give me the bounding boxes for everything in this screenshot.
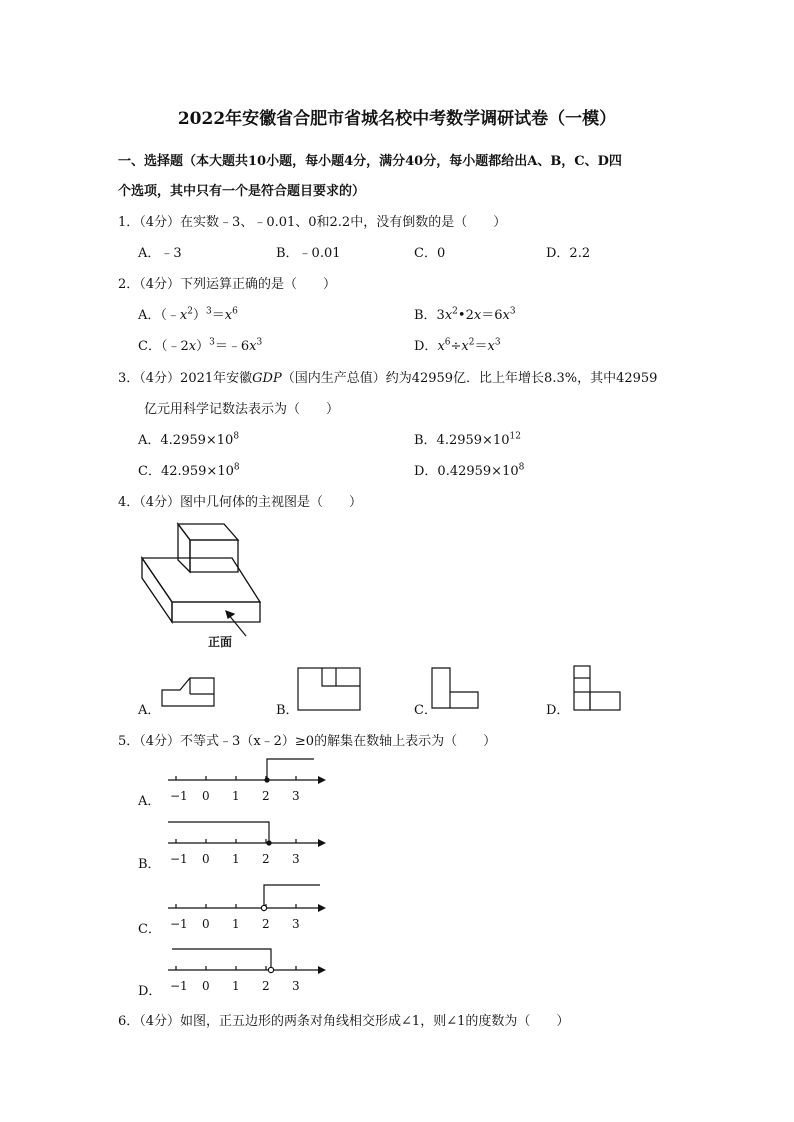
tick-label: 2 bbox=[262, 789, 270, 803]
tick-label: 0 bbox=[202, 979, 210, 993]
question-2-option-b: B．$3x^2•2x=6x^3$ bbox=[414, 306, 516, 323]
page-title: 2022年安徽省合肥市省城名校中考数学调研试卷（一模） bbox=[177, 109, 617, 129]
option-c-view-icon bbox=[430, 666, 486, 714]
question-3-stem-line2: 亿元用科学记数法表示为（ ） bbox=[144, 402, 340, 417]
number-line-a bbox=[166, 756, 326, 808]
question-1-option-b: B．﹣0.01 bbox=[276, 246, 341, 261]
front-label: 正面 bbox=[208, 635, 233, 649]
tick-label: 3 bbox=[292, 979, 300, 993]
section-heading-line1: 一、选择题（本大题共10小题，每小题4分，满分40分，每小题都给出A、B，C、D四 bbox=[118, 154, 622, 169]
question-5-option-d: D． bbox=[138, 984, 162, 999]
tick-label: 3 bbox=[292, 852, 300, 866]
solid-3d-figure bbox=[130, 518, 270, 653]
question-1-option-a: A．﹣3 bbox=[138, 246, 182, 261]
option-d-view-icon bbox=[572, 664, 626, 714]
question-2-option-c: C．$(﹣2x)^3=﹣6x^3$ bbox=[138, 337, 263, 354]
question-1-stem: 1．（4分）在实数﹣3、﹣0.01、0和2.2中，没有倒数的是（ ） bbox=[118, 215, 507, 230]
tick-label: 0 bbox=[202, 852, 210, 866]
tick-label: 1 bbox=[232, 852, 240, 866]
option-b-view-icon bbox=[296, 666, 364, 714]
question-5-option-a: A． bbox=[138, 794, 161, 809]
tick-label: 1 bbox=[232, 917, 240, 931]
tick-label: 0 bbox=[202, 789, 210, 803]
question-6-stem: 6．（4分）如图，正五边形的两条对角线相交形成∠1，则∠1的度数为（ ） bbox=[118, 1014, 570, 1029]
tick-label: −1 bbox=[170, 852, 188, 866]
question-3-option-b: B．$4.2959\times 10^{12}$ bbox=[414, 431, 521, 448]
tick-label: 2 bbox=[262, 917, 270, 931]
question-5-stem: 5．（4分）不等式﹣3（x﹣2）≥0的解集在数轴上表示为（ ） bbox=[118, 734, 497, 749]
question-5-option-b: B． bbox=[138, 857, 161, 872]
tick-label: 3 bbox=[292, 789, 300, 803]
number-line-b bbox=[166, 819, 326, 871]
question-4-option-a: A． bbox=[138, 703, 161, 718]
question-1-option-d: D．2.2 bbox=[546, 246, 591, 261]
question-5-option-c: C． bbox=[138, 922, 161, 937]
option-a-view-icon bbox=[160, 668, 220, 713]
question-3-option-a: A．$4.2959\times 10^8$ bbox=[138, 431, 240, 448]
question-4-option-c: C． bbox=[414, 703, 437, 718]
question-2-option-d: D．$x^6\div x^2=x^3$ bbox=[414, 337, 501, 354]
question-2-stem: 2．（4分）下列运算正确的是（ ） bbox=[118, 277, 337, 292]
tick-label: 2 bbox=[262, 852, 270, 866]
question-3-option-c: C．$42.959\times 10^8$ bbox=[138, 462, 240, 479]
tick-label: 1 bbox=[232, 789, 240, 803]
tick-label: 0 bbox=[202, 917, 210, 931]
tick-label: 1 bbox=[232, 979, 240, 993]
tick-label: −1 bbox=[170, 789, 188, 803]
question-4-stem: 4．（4分）图中几何体的主视图是（ ） bbox=[118, 495, 363, 510]
question-2-option-a: A．$(﹣x^2)^3=x^6$ bbox=[138, 306, 238, 323]
section-heading-line2: 个选项，其中只有一个是符合题目要求的） bbox=[118, 184, 366, 199]
question-1-option-c: C．0 bbox=[414, 246, 446, 261]
question-3-stem: 3．（4分）2021年安徽GDP（国内生产总值）约为42959亿．比上年增长8.3%，其中42959 bbox=[118, 371, 658, 386]
tick-label: −1 bbox=[170, 917, 188, 931]
number-line-d bbox=[166, 946, 326, 998]
tick-label: 2 bbox=[262, 979, 270, 993]
tick-label: −1 bbox=[170, 979, 188, 993]
number-line-c bbox=[166, 884, 326, 936]
question-4-option-b: B． bbox=[276, 703, 299, 718]
tick-label: 3 bbox=[292, 917, 300, 931]
question-4-option-d: D． bbox=[546, 703, 570, 718]
question-3-option-d: D．$0.42959\times 10^8$ bbox=[414, 462, 525, 479]
